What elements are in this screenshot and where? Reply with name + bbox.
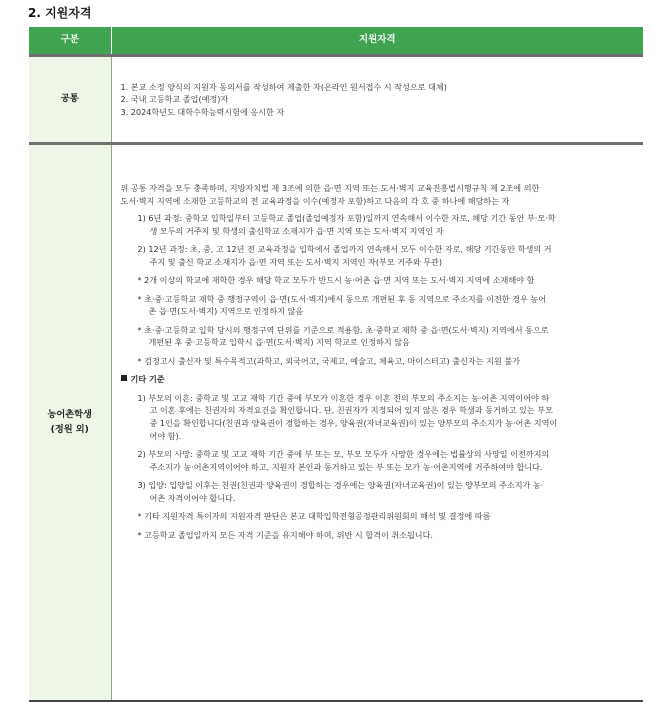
table-header-row bbox=[29, 27, 643, 56]
option-line: 생 모두의 거주지 및 학생의 출신학교 소재지가 읍·면 지역 또는 도서·벽지 지역인 자 bbox=[149, 225, 444, 236]
category-rural-line1: 농어촌학생 bbox=[47, 409, 92, 421]
other-criteria-title bbox=[121, 373, 632, 386]
header-eligibility: 지원자격 bbox=[111, 27, 643, 56]
table-row bbox=[29, 56, 643, 144]
other-criteria-label: 기타 기준 bbox=[130, 374, 165, 385]
option-line: 주지 및 출신 학교 소재지가 읍·면 지역 또는 도서·벽지 지역인 자(부모 거주와 무관) bbox=[149, 256, 443, 267]
final-note bbox=[138, 529, 632, 542]
list-item: 3. 2024학년도 대학수학능력시험에 응시한 자 bbox=[120, 106, 285, 117]
eligibility-table bbox=[29, 27, 643, 702]
note-line: * 2개 이상의 학교에 재학한 경우 해당 학교 모두가 반드시 농·어촌 읍·면 지역 또는 도서·벽지 지역에 소재해야 함 bbox=[137, 275, 535, 286]
criterion-death bbox=[138, 448, 632, 473]
note-line: * 고등학교 졸업일까지 모든 자격 기준을 유지해야 하며, 위반 시 합격이 취소됩니다. bbox=[137, 529, 434, 540]
table-row bbox=[29, 144, 643, 702]
square-bullet-icon bbox=[121, 375, 127, 381]
criterion-line: 1) 부모의 이혼: 중학교 및 고교 재학 기간 중에 부모가 이혼한 경우 이혼 전의 부모의 주소지는 농·어촌 지역이어야 하 bbox=[137, 392, 550, 403]
list-item: 2. 국내 고등학교 졸업(예정)자 bbox=[120, 94, 229, 105]
note-line: * 검정고시 출신자 및 특수목적고(과학고, 외국어고, 국제고, 예술고, 체육고, 마이스터고) 출신자는 지원 불가 bbox=[137, 355, 520, 366]
criterion-line: 어야 함). bbox=[149, 430, 182, 441]
option-12-year bbox=[138, 243, 632, 268]
category-rural-line2: (정원 외) bbox=[50, 423, 89, 435]
criterion-line: 2) 부모의 사망: 중학교 및 고교 재학 기간 중에 부 또는 모, 부모 모두가 사망한 경우에는 법률상의 사망일 이전까지의 bbox=[137, 449, 550, 460]
note-line: * 기타 지원자격 특이자의 지원자격 판단은 본교 대학입학전형공정관리위원회의 해석 및 결정에 따름 bbox=[137, 511, 491, 522]
note-item bbox=[138, 355, 632, 368]
criterion-line: 어촌 자격이어야 합니다. bbox=[149, 492, 236, 503]
header-category: 구분 bbox=[29, 27, 111, 56]
note-item bbox=[138, 293, 632, 318]
common-requirements bbox=[111, 56, 643, 144]
option-6-year bbox=[138, 212, 632, 237]
criterion-divorce bbox=[138, 392, 632, 442]
category-common: 공통 bbox=[29, 56, 111, 144]
list-item: 1. 본교 소정 양식의 지원자 동의서를 작성하여 제출한 자(온라인 원서접수 시 작성으로 대체) bbox=[120, 81, 447, 92]
note-item bbox=[138, 324, 632, 349]
criterion-line: 고 이혼 후에는 친권자의 자격요건을 확인합니다. 단, 친권자가 지정되어 있지 않은 경우 학생과 동거하고 있는 부모 bbox=[149, 405, 553, 416]
note-line: 개편된 후 중·고등학교 입학시 읍·면(도서·벽지) 지역 학교로 인정하지 않음 bbox=[148, 337, 410, 348]
note-line: * 초·중·고등학교 재학 중 행정구역이 읍·면(도서·벽지)에서 동으로 개편된 후 동 지역으로 주소지를 이전한 경우 농어 bbox=[137, 293, 547, 304]
criterion-line: 주소지가 농·어촌지역이어야 하고, 지원자 본인과 동거하고 있는 부 또는 모가 농·어촌지역에 거주하여야 합니다. bbox=[149, 461, 543, 472]
note-line: 촌 읍·면(도서·벽지) 지역으로 인정하지 않음 bbox=[148, 306, 304, 317]
category-rural bbox=[29, 144, 111, 702]
intro-line: 위 공통 자격을 모두 충족하며, 지방자치법 제 3조에 의한 읍·면 지역 또는 도서·벽지 교육진흥법시행규칙 제 2조에 의한 bbox=[120, 183, 540, 193]
option-line: 1) 6년 과정: 중학교 입학일부터 고등학교 졸업(졸업예정자 포함)일까지 연속해서 이수한 자로, 해당 기간 동안 부·모·학 bbox=[137, 213, 556, 224]
final-note bbox=[138, 510, 632, 523]
section-heading: 2. 지원자격 bbox=[28, 6, 92, 20]
criterion-line: 3) 입양: 입양일 이후는 친권(친권과 양육권이 경합하는 경우에는 양육권(자녀교육권)이 있는 양부모의 주소지가 농· bbox=[137, 480, 544, 491]
option-line: 2) 12년 과정: 초, 중, 고 12년 전 교육과정을 입학에서 졸업까지 연속해서 모두 이수한 자로, 해당 기간동안 학생의 거 bbox=[137, 244, 552, 255]
intro-line: 도서·벽지 지역에 소재한 고등학교의 전 교육과정을 이수(예정자 포함)하고 다음의 각 호 중 하나에 해당하는 자 bbox=[120, 195, 510, 206]
criterion-adoption bbox=[138, 479, 632, 504]
rural-requirements bbox=[111, 144, 643, 702]
intro-paragraph bbox=[121, 182, 632, 207]
note-item bbox=[138, 274, 632, 287]
criterion-line: 중 1인을 확인합니다(친권과 양육권이 경합하는 경우, 양육권(자녀교육권)이 있는 양부모의 주소지가 농·어촌 지역이 bbox=[149, 417, 558, 428]
note-line: * 초·중·고등학교 입학 당시의 행정구역 단위를 기준으로 적용함. 초·중학교 재학 중 읍·면(도서·벽지) 지역에서 동으로 bbox=[137, 324, 549, 335]
